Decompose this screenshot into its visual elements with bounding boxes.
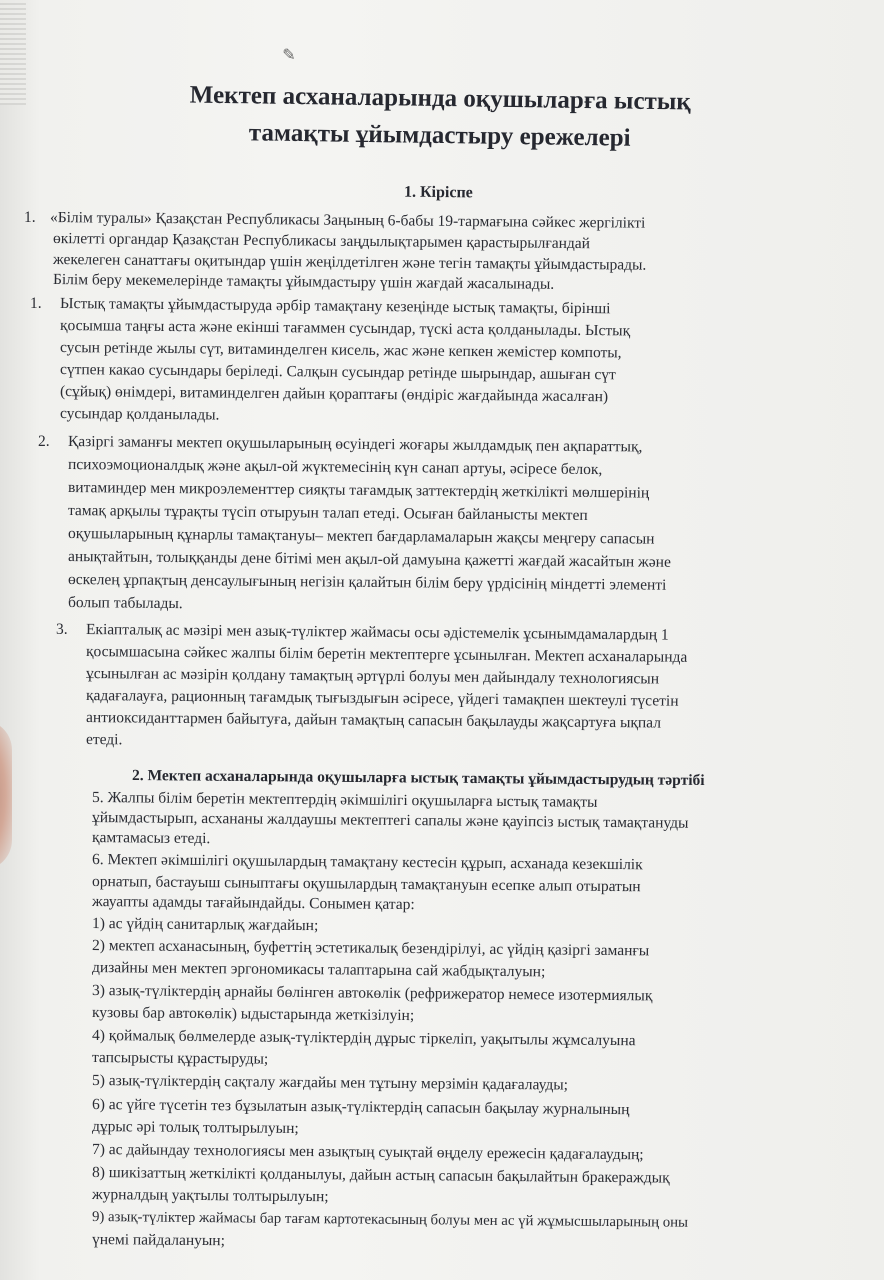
paragraph-line: болып табылады. [67,594,183,613]
punched-holes-strip [0,0,26,105]
paragraph-line: Білім беру мекемелерінде тамақты ұйымдастыру үшін жағдай жасалынады. [52,271,555,293]
thumb-shadow [0,720,12,870]
paragraph-line: Екіапталық ас мәзірі мен азық-түліктер жаймасы осы әдістемелік ұсынымдамалардың 1 [85,621,669,644]
item-number: 1. [24,209,36,226]
paragraph-line: 8) шикізаттың жеткілікті қолданылуы, дайын астың сапасын бақылайтын бракераждық [91,1164,670,1187]
section-2-heading: 2. Мектеп асханаларында оқушыларға ыстық тамақты ұйымдастырудың тәртібі [131,767,705,789]
paragraph-line: оқушыларының құнарлы тамақтануы– мектеп бағдарламаларын жақсы меңгеру сапасын [67,525,655,548]
title-line-1: Мектеп асханаларында оқушыларға ыстық [189,81,691,116]
paragraph-line: 9) азық-түліктер жаймасы бар тағам картотекасының болуы мен ас үй жұмысшыларының оны [91,1209,689,1231]
paragraph-line: тамақ арқылы тұрақты түсіп отыруын талап етеді. Осыған байланысты мектеп [67,502,588,524]
paragraph-line: 5. Жалпы білім беретін мектептердің әкімшілігі оқушыларға ыстық тамақты [91,789,598,811]
paragraph-line: 6. Мектеп әкімшілігі оқушылардың тамақтану кестесін құрып, асханада кезекшілік [91,851,643,874]
paragraph-line: Қазіргі заманғы мектеп оқушыларының өсуіндегі жоғары жылдамдық пен ақпараттық, [67,433,643,456]
paragraph-line: қамтамасыз етеді. [91,829,211,848]
paragraph-line: 4) қоймалық бөлмелерде азық-түліктердің дұрыс тіркеліп, уақытылы жұмсалуына [91,1027,636,1050]
paragraph-line: дұрыс әрі толық толтырылуын; [91,1118,299,1137]
paragraph-line: тапсырысты құрастыруды; [91,1049,269,1068]
paragraph-line: қадағалауға, рационның тағамдық тығыздығын әсіресе, үйдегі тамақпен шектеулі түсетін [85,687,679,710]
paragraph-line: өкілетті органдар Қазақстан Республикасы заңдылықтарымен қарастырылғандай [52,230,591,253]
item-number: 2. [38,433,50,450]
paragraph-line: психоэмоционалдық және ақыл-ой жүктемесінің күн санап артуы, әсіресе белок, [67,456,603,479]
paragraph-line: етеді. [85,731,123,749]
section-1-heading: 1. Кіріспе [403,183,473,202]
paragraph-line: 3) азық-түліктердің арнайы бөлінген автокөлік (рефрижератор немесе изотермиялық [91,982,653,1005]
paragraph-line: ұсынылған ас мәзірін қолдану тамақтың әртүрлі болуы мен дайындалу технологиясын [85,665,660,688]
paragraph-line: витаминдер мен микроэлементтер сияқты тағамдық заттектердің жеткілікті мөлшерінің [67,479,650,502]
title-line-2: тамақты ұйымдастыру ережелері [248,119,631,152]
paragraph-line: сусындар қолданылады. [59,405,220,424]
paragraph-line: жауапты адамды тағайындайды. Сонымен қатар: [91,893,415,914]
paragraph-line: 1) ас үйдің санитарлық жағдайын; [91,915,319,935]
paragraph-line: 2) мектеп асханасының, буфеттің эстетикалық безендірілуі, ас үйдің қазіргі заманғы [91,937,650,960]
paragraph-line: «Білім туралы» Қазақстан Республикасы Заңының 6-бабы 19-тармағына сәйкес жергілікті [49,209,646,232]
paragraph-line: журналдың уақтылы толтырылуын; [91,1186,329,1206]
paragraph-line: 6) ас үйге түсетін тез бұзылатын азық-түліктердің сапасын бақылау журналының [91,1096,630,1119]
item-number: 3. [56,621,68,638]
paragraph-line: Ыстық тамақты ұйымдастыруда әрбір тамақтану кезеңінде ыстық тамақты, бірінші [59,295,611,318]
paragraph-line: жекелеген санаттағы оқитындар үшін жеңілдетілген және тегін тамақты ұйымдастырады. [52,251,647,274]
paragraph-line: кузовы бар автокөлік) ыдыстарында жеткізілуін; [91,1004,415,1025]
paragraph-line: 5) азық-түліктердің сақталу жағдайы мен тұтыну мерзімін қадағалауды; [91,1072,569,1094]
paragraph-line: сусын ретінде жылы сүт, витаминделген кисель, жас және кепкен жемістер компоты, [59,339,622,362]
paragraph-line: анықтайтын, толыққанды дене бітімі мен ақыл-ой дамуына қажетті жағдай жасайтын және [67,548,671,571]
paragraph-line: үнемі пайдалануын; [91,1231,226,1250]
paragraph-line: орнатып, бастауыш сыныптағы оқушылардың тамақтануын есепке алып отыратын [91,873,641,896]
paragraph-line: дизайны мен мектеп эргономикасы талаптарына сай жабдықталуын; [91,959,546,981]
paragraph-line: (сұйық) өнімдері, витаминделген дайын қораптағы (өндіріс жағдайында жасалған) [59,383,609,406]
paragraph-line: өскелең ұрпақтың денсаулығының негізін қалайтын білім беру үрдісінің міндетті элементі [67,571,667,594]
paragraph-line: 7) ас дайындау технологиясы мен азықтың суықтай өңделу ережесін қадағалаудың; [91,1141,644,1164]
document-title [90,75,791,159]
paragraph-line: сүтпен какао сусындары беріледі. Салқын сусындар ретінде шырындар, ашыған сүт [59,361,616,384]
item-number: 1. [30,295,42,312]
paragraph-line: антиоксиданттармен байытуға, дайын тамақтың сапасын бақылауды жақсартуға ықпал [85,709,662,732]
pen-mark-icon: ✎ [282,47,296,64]
paragraph-line: қосымшасына сәйкес жалпы білім беретін мектептерге ұсынылған. Мектеп асханаларында [85,643,688,666]
paragraph-line: қосымша таңғы аста және екінші тағаммен сусындар, түскі аста қолданылады. Ыстық [59,317,631,340]
paragraph-line: ұйымдастырып, асхананы жалдаушы мектептегі сапалы және қауіпсіз ыстық тамақтануды [91,809,689,832]
